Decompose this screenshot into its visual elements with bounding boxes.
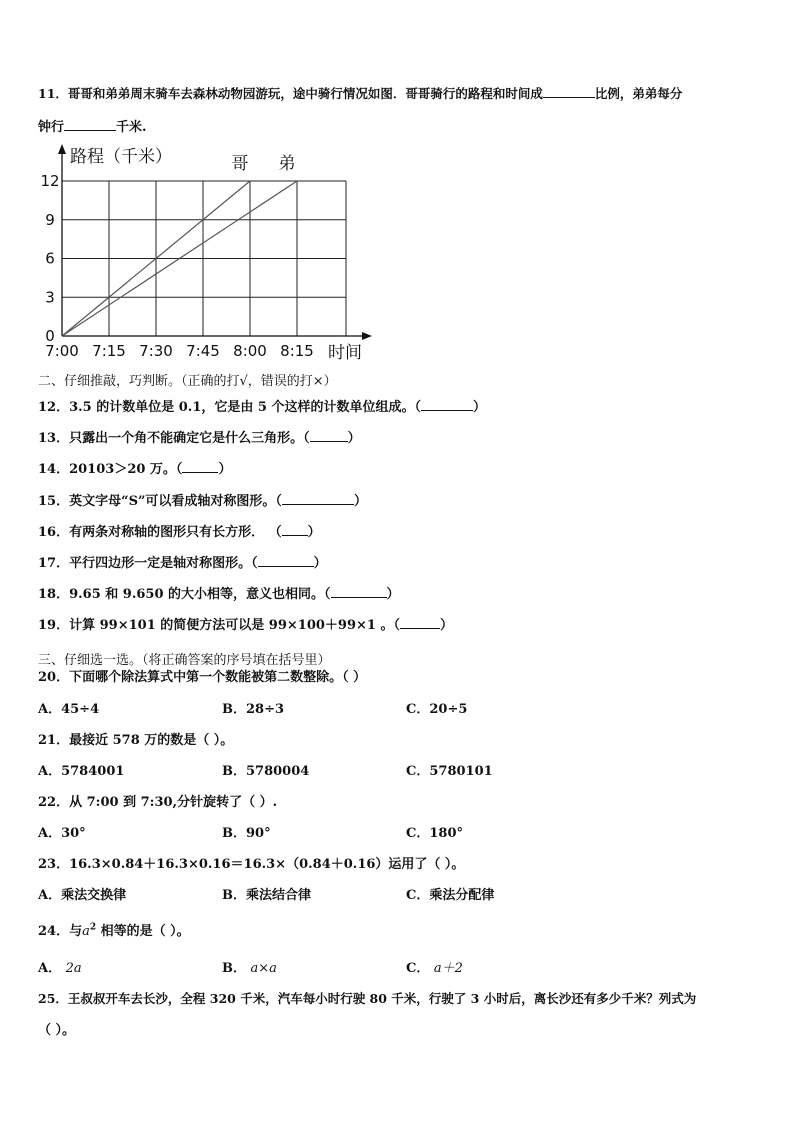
y-tick-label: 0 bbox=[45, 327, 55, 345]
closing-paren: ） bbox=[313, 556, 327, 571]
judge-question-text: 12．3.5 的计数单位是 0.1，它是由 5 个这样的计数单位组成。（ bbox=[38, 400, 421, 415]
x-tick-label: 8:00 bbox=[233, 342, 267, 360]
x-tick-label: 7:30 bbox=[139, 342, 173, 360]
answer-blank[interactable] bbox=[282, 492, 354, 505]
series-label: 弟 bbox=[278, 154, 296, 174]
judge-question-text: 13．只露出一个角不能确定它是什么三角形。（ bbox=[38, 431, 310, 446]
q22-option-a[interactable]: A．30° bbox=[38, 826, 86, 841]
y-tick-label: 12 bbox=[40, 172, 60, 190]
q11-line2 bbox=[38, 116, 147, 135]
q24-exp: 2 bbox=[89, 922, 97, 933]
section2-heading: 二、仔细推敲，巧判断。（正确的打√，错误的打×） bbox=[38, 374, 337, 389]
q11-text-c: 钟行 bbox=[38, 120, 65, 135]
answer-blank[interactable] bbox=[182, 460, 218, 473]
q24-var: a bbox=[82, 924, 90, 939]
q24-post: 相等的是（ ）。 bbox=[96, 924, 190, 939]
q20-option-a[interactable]: A．45÷4 bbox=[38, 702, 100, 717]
q24-option-c[interactable] bbox=[406, 957, 463, 976]
x-tick-label: 8:15 bbox=[280, 342, 314, 360]
q20-stem: 20．下面哪个除法算式中第一个数能被第二数整除。（ ） bbox=[38, 670, 367, 685]
answer-blank[interactable] bbox=[331, 585, 387, 598]
q24-option-a[interactable] bbox=[38, 957, 82, 976]
q23-stem: 23．16.3×0.84＋16.3×0.16＝16.3×（0.84＋0.16）运用了（ ）。 bbox=[38, 857, 465, 872]
q21-option-a[interactable]: A．5784001 bbox=[38, 764, 125, 779]
judge-question-13 bbox=[38, 427, 361, 446]
q24-option-b[interactable] bbox=[222, 957, 277, 976]
q24-a-label: A． bbox=[38, 961, 62, 976]
closing-paren: ） bbox=[353, 494, 367, 509]
q25-line1: 25．王叔叔开车去长沙，全程 320 千米，汽车每小时行驶 80 千米，行驶了 3 小时后，离长沙还有多少千米？列式为 bbox=[38, 991, 697, 1006]
y-tick-label: 9 bbox=[45, 210, 55, 229]
closing-paren: ） bbox=[386, 587, 400, 602]
q11-blank-2[interactable] bbox=[64, 118, 116, 131]
q24-b-label: B． bbox=[222, 961, 246, 976]
y-tick-label: 6 bbox=[45, 249, 55, 268]
series-label: 哥 bbox=[231, 154, 249, 174]
y-axis-label: 路程（千米） bbox=[70, 147, 172, 167]
q21-option-c[interactable]: C．5780101 bbox=[406, 764, 493, 779]
judge-question-text: 19．计算 99×101 的简便方法可以是 99×100＋99×1 。（ bbox=[38, 618, 400, 633]
judge-question-text: 17．平行四边形一定是轴对称图形。（ bbox=[38, 556, 258, 571]
q23-option-a[interactable]: A．乘法交换律 bbox=[38, 888, 127, 903]
x-axis-label: 时间 bbox=[328, 343, 362, 363]
judge-question-text: 14．20103＞20 万。（ bbox=[38, 462, 183, 477]
judge-question-15 bbox=[38, 490, 367, 509]
x-axis-arrow-icon bbox=[362, 332, 372, 340]
q24-c-label: C． bbox=[406, 961, 430, 976]
q21-stem: 21．最接近 578 万的数是（ ）。 bbox=[38, 733, 234, 748]
answer-blank[interactable] bbox=[400, 616, 440, 629]
q25-line2: （ ）。 bbox=[38, 1023, 76, 1038]
q20-option-c[interactable]: C．20÷5 bbox=[406, 702, 468, 717]
judge-question-12 bbox=[38, 396, 486, 415]
q21-option-b[interactable]: B．5780004 bbox=[222, 764, 310, 779]
q23-option-b[interactable]: B．乘法结合律 bbox=[222, 888, 311, 903]
q11-text-d: 千米. bbox=[116, 120, 147, 135]
judge-question-18 bbox=[38, 583, 400, 602]
x-tick-label: 7:00 bbox=[45, 342, 79, 360]
judge-question-16 bbox=[38, 521, 321, 540]
q11-text-a: 11．哥哥和弟弟周末骑车去森林动物园游玩，途中骑行情况如图．哥哥骑行的路程和时间成 bbox=[38, 86, 543, 101]
q24-a-value: 2a bbox=[65, 961, 82, 976]
judge-question-text: 15．英文字母“S”可以看成轴对称图形。（ bbox=[38, 494, 282, 509]
q23-option-c[interactable]: C．乘法分配律 bbox=[406, 888, 495, 903]
q24-pre: 24．与 bbox=[38, 924, 83, 939]
judge-question-text: 16．有两条对称轴的图形只有长方形． （ bbox=[38, 525, 282, 540]
q22-stem: 22．从 7:00 到 7:30,分针旋转了（ ）. bbox=[38, 795, 278, 810]
q11-text-b: 比例，弟弟每分 bbox=[594, 86, 683, 101]
y-tick-label: 3 bbox=[45, 288, 55, 307]
judge-question-14 bbox=[38, 458, 231, 477]
q24-b-value: a×a bbox=[250, 961, 277, 976]
closing-paren: ） bbox=[439, 618, 453, 633]
q22-option-c[interactable]: C．180° bbox=[406, 826, 463, 841]
q20-option-b[interactable]: B．28÷3 bbox=[222, 702, 285, 717]
answer-blank[interactable] bbox=[282, 523, 308, 536]
closing-paren: ） bbox=[218, 462, 232, 477]
closing-paren: ） bbox=[347, 431, 361, 446]
x-tick-label: 7:15 bbox=[92, 342, 126, 360]
y-axis-arrow-icon bbox=[58, 144, 66, 154]
q24-stem bbox=[38, 920, 190, 939]
q24-c-value: a＋2 bbox=[433, 961, 463, 976]
judge-question-19 bbox=[38, 614, 453, 633]
judge-question-text: 18．9.65 和 9.650 的大小相等，意义也相同。（ bbox=[38, 587, 331, 602]
closing-paren: ） bbox=[307, 525, 321, 540]
closing-paren: ） bbox=[472, 400, 486, 415]
q11-blank-1[interactable] bbox=[543, 85, 595, 98]
answer-blank[interactable] bbox=[310, 429, 348, 442]
judge-question-17 bbox=[38, 552, 327, 571]
q22-option-b[interactable]: B．90° bbox=[222, 826, 271, 841]
answer-blank[interactable] bbox=[421, 398, 473, 411]
q11-line1 bbox=[38, 84, 682, 102]
x-tick-label: 7:45 bbox=[186, 342, 220, 360]
section3-heading: 三、仔细选一选。（将正确答案的序号填在括号里） bbox=[38, 653, 331, 668]
distance-time-chart bbox=[36, 140, 376, 365]
answer-blank[interactable] bbox=[258, 554, 314, 567]
